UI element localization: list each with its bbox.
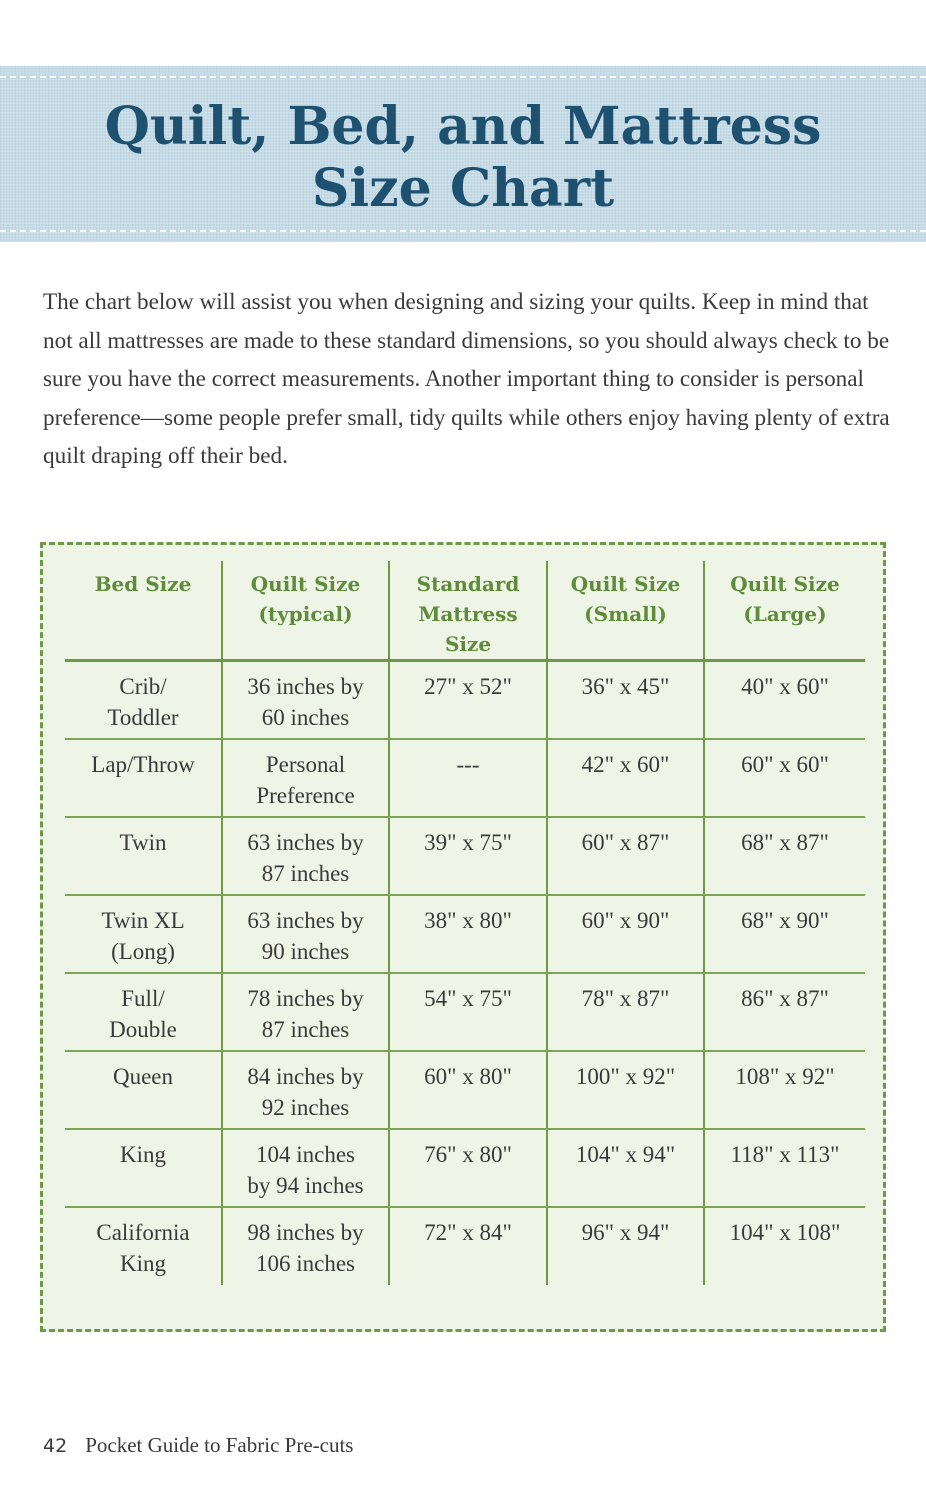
cell-line: 68" x 87" <box>741 829 829 855</box>
cell-line: 104" x 108" <box>729 1219 841 1245</box>
cell-line: 84 inches by <box>247 1063 364 1089</box>
quilt-size-typical-cell <box>222 661 389 739</box>
cell-line: King <box>120 1141 166 1167</box>
cell-line: 36 inches by <box>247 674 364 699</box>
quilt-size-typical-cell <box>222 1051 389 1129</box>
header-line: Standard <box>416 572 520 596</box>
header-line: (Large) <box>743 602 827 626</box>
mattress-size-cell <box>389 1129 547 1207</box>
mattress-size-cell <box>389 1207 547 1285</box>
page-title-line-2: Size Chart <box>311 158 615 219</box>
bed-size-cell <box>65 661 222 739</box>
quilt-size-small-cell <box>547 973 704 1051</box>
header-line: Quilt Size <box>250 572 361 596</box>
quilt-size-typical-cell <box>222 973 389 1051</box>
cell-line: 40" x 60" <box>741 674 829 699</box>
cell-line: 60" x 90" <box>581 907 670 933</box>
cell-line: 106 inches <box>255 1250 355 1276</box>
table-row <box>65 817 865 895</box>
cell-line: (Long) <box>111 938 175 964</box>
cell-line: Crib/ <box>119 674 167 699</box>
table-row <box>65 1129 865 1207</box>
quilt-size-large-cell <box>704 1207 865 1285</box>
banner-stitch-top <box>0 76 926 78</box>
cell-line: 92 inches <box>261 1094 350 1120</box>
quilt-size-large-cell <box>704 973 865 1051</box>
header-standard-mattress-size <box>389 561 547 661</box>
quilt-size-typical-cell <box>222 739 389 817</box>
table-row <box>65 895 865 973</box>
quilt-size-typical-cell <box>222 1207 389 1285</box>
cell-line: Lap/Throw <box>91 751 195 777</box>
cell-line: 63 inches by <box>247 907 364 933</box>
bed-size-cell <box>65 1129 222 1207</box>
mattress-size-cell <box>389 661 547 739</box>
cell-line: --- <box>456 751 480 777</box>
cell-line: 96" x 94" <box>581 1219 670 1245</box>
header-line: Quilt Size <box>730 572 840 596</box>
quilt-size-large-cell <box>704 1129 865 1207</box>
cell-line: 42" x 60" <box>581 751 670 777</box>
table-row <box>65 1051 865 1129</box>
cell-line: King <box>120 1250 166 1276</box>
quilt-size-typical-cell <box>222 895 389 973</box>
page-title <box>0 96 926 220</box>
bed-size-cell <box>65 895 222 973</box>
quilt-size-large-cell <box>704 817 865 895</box>
cell-line: 38" x 80" <box>424 907 512 933</box>
header-line: Bed Size <box>94 572 192 596</box>
mattress-size-cell <box>389 739 547 817</box>
cell-line: Twin XL <box>101 907 185 933</box>
quilt-size-small-cell <box>547 1129 704 1207</box>
table-header-row <box>65 561 865 661</box>
page-number: 42 <box>43 1435 68 1457</box>
header-line: Mattress <box>418 602 518 626</box>
quilt-size-large-cell <box>704 1051 865 1129</box>
quilt-size-small-cell <box>547 661 704 739</box>
cell-line: 27" x 52" <box>424 674 512 699</box>
quilt-size-large-cell <box>704 739 865 817</box>
cell-line: 78" x 87" <box>581 985 670 1011</box>
cell-line: 60" x 80" <box>424 1063 512 1089</box>
table-row <box>65 973 865 1051</box>
header-quilt-size-large <box>704 561 865 661</box>
table-row <box>65 1207 865 1285</box>
cell-line: 63 inches by <box>247 829 364 855</box>
bed-size-cell <box>65 1207 222 1285</box>
bed-size-cell <box>65 1051 222 1129</box>
quilt-size-large-cell <box>704 895 865 973</box>
cell-line: Preference <box>256 782 355 808</box>
mattress-size-cell <box>389 895 547 973</box>
header-quilt-size-typical <box>222 561 389 661</box>
cell-line: 60" x 60" <box>741 751 829 777</box>
header-line: Size <box>444 632 492 656</box>
quilt-size-small-cell <box>547 739 704 817</box>
cell-line: by 94 inches <box>247 1172 364 1198</box>
bed-size-cell <box>65 817 222 895</box>
banner-stitch-bottom <box>0 230 926 232</box>
table-row <box>65 739 865 817</box>
cell-line: Twin <box>119 829 167 855</box>
cell-line: 100" x 92" <box>575 1063 676 1089</box>
quilt-size-large-cell <box>704 661 865 739</box>
quilt-size-typical-cell <box>222 1129 389 1207</box>
quilt-size-small-cell <box>547 1051 704 1129</box>
cell-line: 90 inches <box>261 938 350 964</box>
page-title-line-1: Quilt, Bed, and Mattress <box>104 96 822 157</box>
mattress-size-cell <box>389 973 547 1051</box>
book-title: Pocket Guide to Fabric Pre-cuts <box>85 1433 354 1457</box>
cell-line: 72" x 84" <box>424 1219 512 1245</box>
cell-line: Toddler <box>107 705 179 730</box>
header-line: Quilt Size <box>570 572 681 596</box>
quilt-size-small-cell <box>547 1207 704 1285</box>
cell-line: 54" x 75" <box>424 985 512 1011</box>
cell-line: Full/ <box>121 985 165 1011</box>
cell-line: California <box>96 1219 190 1245</box>
quilt-size-small-cell <box>547 895 704 973</box>
bed-size-cell <box>65 973 222 1051</box>
table-body <box>65 661 865 1285</box>
cell-line: Personal <box>265 751 346 777</box>
cell-line: 86" x 87" <box>741 985 829 1011</box>
cell-line: Queen <box>112 1063 174 1089</box>
quilt-size-typical-cell <box>222 817 389 895</box>
header-line: (typical) <box>258 602 353 626</box>
intro-paragraph: The chart below will assist you when designing and sizing your quilts. Keep in mind that not all mattresses are made to these standard dimensions, so you should always check to be sure you have the correct measurements. Another important thing to consider is personal preference—some people prefer small, tidy quilts while others enjoy having plenty of extra quilt draping off their bed. <box>43 289 890 470</box>
cell-line: 118" x 113" <box>730 1141 840 1167</box>
cell-line: 60" x 87" <box>581 829 670 855</box>
page-footer <box>43 1433 353 1458</box>
mattress-size-cell <box>389 817 547 895</box>
cell-line: 87 inches <box>261 1016 350 1042</box>
title-banner <box>0 66 926 242</box>
cell-line: Double <box>109 1016 177 1042</box>
cell-line: 104" x 94" <box>575 1141 676 1167</box>
header-line: (Small) <box>584 602 667 626</box>
cell-line: 98 inches by <box>247 1219 364 1245</box>
size-chart-table <box>65 561 865 1285</box>
cell-line: 108" x 92" <box>735 1063 835 1089</box>
mattress-size-cell <box>389 1051 547 1129</box>
size-chart-box <box>40 542 886 1332</box>
header-bed-size <box>65 561 222 661</box>
cell-line: 78 inches by <box>247 985 364 1011</box>
cell-line: 36" x 45" <box>581 674 670 699</box>
cell-line: 60 inches <box>261 705 350 730</box>
cell-line: 76" x 80" <box>424 1141 512 1167</box>
cell-line: 39" x 75" <box>424 829 512 855</box>
bed-size-cell <box>65 739 222 817</box>
table-row <box>65 661 865 739</box>
cell-line: 104 inches <box>255 1141 355 1167</box>
header-quilt-size-small <box>547 561 704 661</box>
cell-line: 87 inches <box>261 860 350 886</box>
cell-line: 68" x 90" <box>741 907 829 933</box>
quilt-size-small-cell <box>547 817 704 895</box>
